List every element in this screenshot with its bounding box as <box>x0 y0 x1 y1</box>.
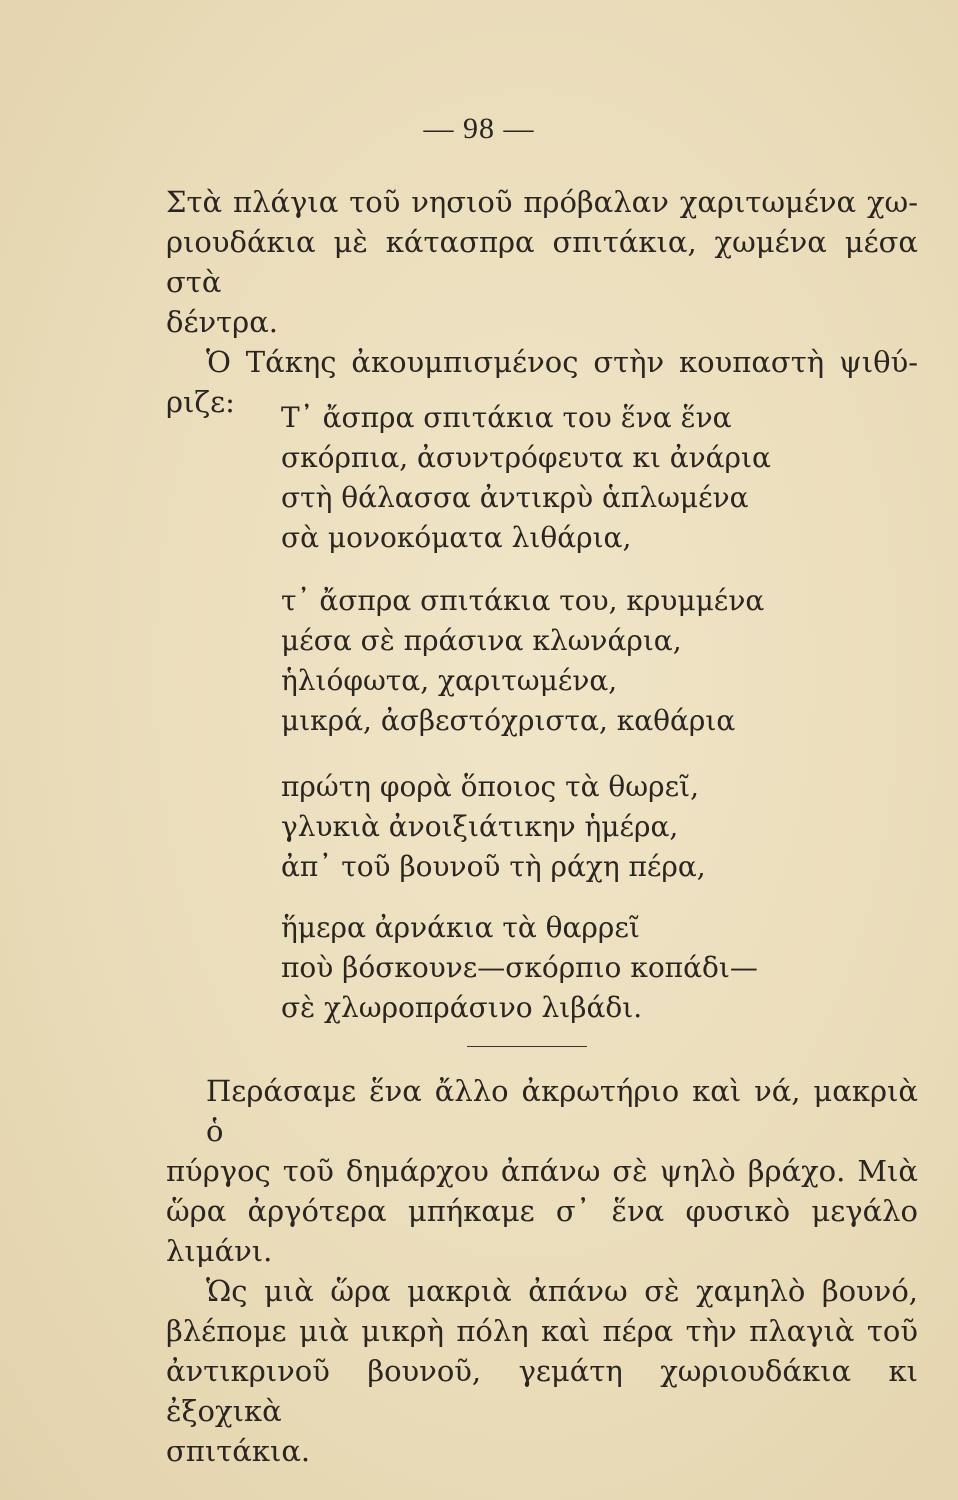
intro-line: Στὰ πλάγια τοῦ νησιοῦ πρόβαλαν χαριτωμένα χω- <box>166 185 918 219</box>
poem-line: τ᾽ ἄσπρα σπιτάκια του, κρυμμένα <box>281 584 765 617</box>
page-number: — 98 — <box>423 112 535 145</box>
poem-line: σὲ χλωροπράσινο λιβάδι. <box>281 991 643 1024</box>
intro-line: δέντρα. <box>166 305 279 339</box>
poem-line: ἥμερα ἀρνάκια τὰ θαρρεῖ <box>281 911 640 944</box>
poem-line: Τ᾽ ἄσπρα σπιτάκια του ἕνα ἕνα <box>281 401 732 434</box>
outro-line: σπιτάκια. <box>166 1434 311 1468</box>
poem-line: πρώτη φορὰ ὅποιος τὰ θωρεῖ, <box>281 770 699 803</box>
poem-line: στὴ θάλασσα ἀντικρὺ ἁπλωμένα <box>281 481 749 514</box>
poem-line: γλυκιὰ ἀνοιξιάτικην ἡμέρα, <box>281 810 679 843</box>
poem-line: μικρά, ἀσβεστόχριστα, καθάρια <box>281 704 736 737</box>
outro-line: ὥρα ἀργότερα μπήκαμε σ᾽ ἕνα φυσικὸ μεγάλο λιμάνι. <box>166 1194 918 1268</box>
intro-paragraph <box>166 182 918 422</box>
poem-stanza <box>281 908 758 1028</box>
outro-paragraph <box>166 1071 918 1471</box>
poem-line: μέσα σὲ πράσινα κλωνάρια, <box>281 624 682 657</box>
outro-line: Ὡς μιὰ ὥρα μακριὰ ἀπάνω σὲ χαμηλὸ βουνό, <box>206 1274 918 1308</box>
poem-stanza <box>281 398 771 558</box>
intro-line: Ὁ Τάκης ἀκουμπισμένος στὴν κουπαστὴ ψιθύ- <box>206 345 918 379</box>
outro-line: Περάσαμε ἕνα ἄλλο ἀκρωτήριο καὶ νά, μακριὰ ὁ <box>206 1074 918 1148</box>
outro-line: ἀντικρινοῦ βουνοῦ, γεμάτη χωριουδάκια κι ἐξοχικὰ <box>166 1354 918 1428</box>
intro-line: ριζε: <box>166 385 235 419</box>
outro-line: πύργος τοῦ δημάρχου ἀπάνω σὲ ψηλὸ βράχο. Μιὰ <box>166 1154 918 1188</box>
intro-line: ριουδάκια μὲ κάτασπρα σπιτάκια, χωμένα μέσα στὰ <box>166 225 918 299</box>
poem-line: ποὺ βόσκουνε—σκόρπιο κοπάδι— <box>281 951 758 984</box>
poem-line: σκόρπια, ἀσυντρόφευτα κι ἀνάρια <box>281 441 771 474</box>
outro-line: βλέπομε μιὰ μικρὴ πόλη καὶ πέρα τὴν πλαγιὰ τοῦ <box>166 1314 918 1348</box>
poem-stanza <box>281 767 706 887</box>
poem-stanza <box>281 581 764 741</box>
poem-line: ἡλιόφωτα, χαριτωμένα, <box>281 664 618 697</box>
poem-line: ἀπ᾽ τοῦ βουνοῦ τὴ ράχη πέρα, <box>281 850 706 883</box>
poem-line: σὰ μονοκόματα λιθάρια, <box>281 521 632 554</box>
section-divider <box>467 1046 587 1047</box>
